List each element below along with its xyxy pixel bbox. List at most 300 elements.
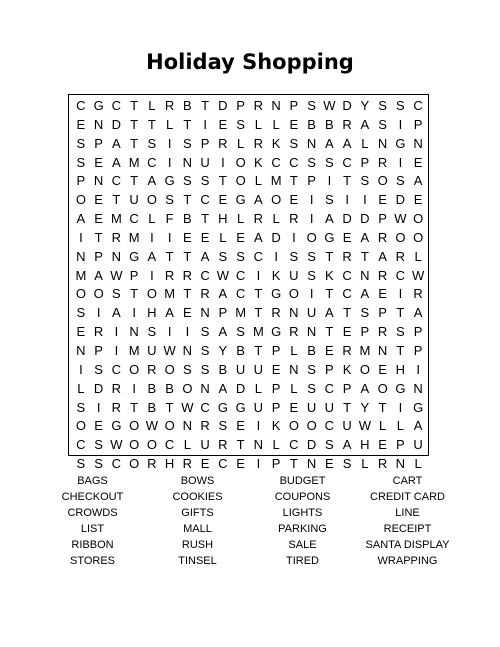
- grid-letter: T: [130, 286, 139, 302]
- grid-letter: R: [395, 248, 406, 264]
- grid-letter: T: [183, 286, 192, 302]
- grid-letter: I: [292, 229, 296, 245]
- grid-letter: L: [414, 456, 422, 472]
- word-list-item: CROWDS: [67, 507, 118, 519]
- grid-letter: S: [76, 399, 86, 415]
- grid-letter: E: [218, 192, 228, 208]
- grid-letter: B: [325, 116, 334, 132]
- grid-letter: P: [94, 248, 103, 264]
- grid-letter: E: [183, 305, 192, 321]
- grid-row: [72, 135, 427, 154]
- grid-letter: S: [307, 380, 316, 396]
- grid-letter: R: [377, 456, 388, 472]
- grid-letter: E: [183, 229, 192, 245]
- grid-letter: H: [164, 456, 175, 472]
- grid-letter: I: [327, 173, 332, 189]
- grid-letter: T: [254, 305, 263, 321]
- grid-letter: O: [129, 437, 140, 453]
- grid-letter: T: [130, 98, 139, 113]
- grid-letter: B: [183, 98, 192, 113]
- grid-letter: E: [94, 418, 103, 434]
- grid-letter: S: [147, 324, 157, 340]
- grid-letter: D: [93, 380, 104, 396]
- grid-letter: C: [413, 98, 423, 113]
- grid-letter: C: [342, 154, 352, 170]
- grid-letter: S: [94, 456, 103, 472]
- grid-row: [72, 304, 427, 323]
- grid-letter: A: [112, 135, 121, 151]
- grid-letter: D: [342, 211, 352, 227]
- grid-letter: T: [165, 248, 174, 264]
- grid-letter: L: [254, 380, 262, 396]
- grid-letter: B: [147, 380, 157, 396]
- grid-row: [72, 116, 427, 135]
- word-list-item: BAGS: [77, 475, 108, 487]
- grid-letter: O: [306, 229, 317, 245]
- grid-letter: M: [128, 342, 140, 358]
- grid-letter: R: [111, 229, 122, 245]
- grid-letter: T: [183, 116, 192, 132]
- grid-letter: S: [76, 135, 86, 151]
- grid-letter: T: [396, 305, 405, 321]
- grid-letter: S: [396, 173, 405, 189]
- grid-letter: R: [218, 437, 228, 453]
- grid-letter: L: [396, 418, 404, 434]
- grid-letter: L: [272, 437, 280, 453]
- grid-letter: R: [253, 135, 264, 151]
- grid-letter: O: [359, 361, 370, 377]
- grid-letter: E: [325, 342, 334, 358]
- grid-letter: R: [147, 361, 157, 377]
- grid-letter: E: [342, 324, 352, 340]
- grid-letter: P: [396, 437, 405, 453]
- grid-letter: T: [289, 456, 298, 472]
- grid-letter: I: [256, 456, 261, 472]
- grid-letter: P: [413, 342, 423, 358]
- grid-letter: E: [325, 456, 334, 472]
- grid-letter: I: [363, 192, 367, 208]
- grid-letter: U: [306, 399, 317, 415]
- grid-letter: E: [378, 192, 387, 208]
- grid-letter: I: [221, 154, 225, 170]
- grid-letter: G: [235, 399, 246, 415]
- grid-letter: W: [411, 267, 425, 283]
- grid-letter: O: [182, 380, 193, 396]
- grid-letter: E: [289, 192, 299, 208]
- grid-letter: S: [76, 456, 86, 472]
- grid-letter: C: [218, 456, 228, 472]
- grid-letter: I: [96, 399, 101, 415]
- grid-letter: D: [271, 229, 281, 245]
- word-list-item: SALE: [288, 539, 317, 551]
- grid-letter: H: [147, 305, 157, 321]
- grid-letter: A: [200, 248, 210, 264]
- grid-letter: S: [218, 248, 228, 264]
- grid-letter: P: [76, 173, 86, 189]
- grid-letter: C: [289, 437, 299, 453]
- grid-letter: G: [324, 229, 335, 245]
- grid-letter: B: [218, 361, 228, 377]
- grid-letter: K: [325, 267, 334, 283]
- grid-letter: W: [216, 267, 230, 283]
- grid-letter: O: [164, 361, 175, 377]
- grid-letter: T: [378, 399, 387, 415]
- grid-letter: T: [254, 342, 263, 358]
- grid-letter: C: [200, 267, 210, 283]
- grid-letter: K: [271, 418, 281, 434]
- grid-letter: T: [289, 173, 298, 189]
- grid-letter: T: [325, 286, 334, 302]
- grid-letter: O: [306, 418, 317, 434]
- grid-letter: E: [76, 324, 86, 340]
- grid-letter: A: [254, 229, 263, 245]
- grid-letter: S: [183, 135, 192, 151]
- grid-letter: P: [94, 342, 103, 358]
- grid-letter: O: [129, 456, 140, 472]
- grid-letter: P: [413, 324, 423, 340]
- grid-letter: O: [288, 286, 299, 302]
- grid-letter: O: [413, 211, 424, 227]
- grid-letter: M: [359, 342, 371, 358]
- grid-letter: G: [271, 286, 282, 302]
- word-list-item: MALL: [183, 523, 212, 535]
- grid-letter: S: [76, 154, 86, 170]
- grid-row: [72, 380, 427, 399]
- grid-row: [72, 399, 427, 418]
- word-list-item: COOKIES: [172, 491, 223, 503]
- grid-letter: A: [325, 211, 334, 227]
- grid-letter: P: [94, 135, 103, 151]
- grid-letter: R: [342, 116, 352, 132]
- grid-row: [72, 455, 427, 474]
- grid-letter: A: [112, 154, 121, 170]
- grid-letter: U: [235, 361, 246, 377]
- grid-letter: H: [218, 211, 228, 227]
- grid-row: [72, 97, 427, 116]
- grid-letter: O: [164, 418, 175, 434]
- grid-letter: T: [218, 173, 227, 189]
- grid-letter: I: [416, 361, 420, 377]
- grid-letter: P: [271, 342, 281, 358]
- grid-letter: L: [290, 380, 298, 396]
- grid-letter: L: [254, 116, 262, 132]
- grid-letter: W: [323, 98, 336, 113]
- grid-letter: R: [377, 267, 388, 283]
- grid-letter: T: [165, 399, 174, 415]
- grid-letter: A: [342, 437, 352, 453]
- grid-letter: E: [218, 116, 228, 132]
- grid-letter: S: [360, 173, 370, 189]
- grid-letter: T: [147, 116, 156, 132]
- grid-letter: G: [271, 324, 282, 340]
- grid-letter: E: [200, 456, 210, 472]
- grid-letter: R: [111, 399, 122, 415]
- grid-letter: I: [167, 324, 172, 340]
- grid-letter: P: [271, 399, 281, 415]
- grid-letter: C: [164, 437, 175, 453]
- grid-letter: I: [150, 267, 154, 283]
- grid-letter: T: [112, 192, 121, 208]
- grid-letter: U: [253, 399, 264, 415]
- grid-letter: I: [398, 399, 403, 415]
- grid-letter: A: [147, 173, 157, 189]
- grid-letter: S: [112, 286, 121, 302]
- grid-letter: T: [325, 324, 334, 340]
- grid-letter: I: [96, 305, 101, 321]
- grid-letter: Y: [360, 98, 370, 113]
- grid-letter: C: [342, 286, 352, 302]
- grid-letter: S: [94, 361, 103, 377]
- grid-letter: W: [145, 418, 159, 434]
- word-list-item: LIGHTS: [282, 507, 323, 519]
- grid-letter: O: [235, 173, 246, 189]
- grid-letter: M: [75, 267, 87, 283]
- grid-letter: H: [360, 437, 370, 453]
- grid-letter: Y: [218, 342, 228, 358]
- grid-letter: R: [289, 211, 299, 227]
- word-list-item: LIST: [80, 523, 105, 535]
- grid-letter: G: [93, 98, 104, 113]
- grid-letter: A: [94, 267, 103, 283]
- grid-letter: R: [147, 456, 157, 472]
- grid-letter: S: [200, 342, 210, 358]
- grid-letter: I: [256, 418, 261, 434]
- grid-letter: E: [378, 361, 387, 377]
- grid-letter: R: [164, 98, 175, 113]
- grid-letter: P: [271, 456, 281, 472]
- grid-letter: T: [343, 399, 352, 415]
- grid-letter: L: [183, 437, 191, 453]
- grid-letter: D: [235, 380, 246, 396]
- grid-letter: R: [200, 286, 210, 302]
- grid-letter: S: [307, 98, 316, 113]
- grid-row: [72, 172, 427, 191]
- grid-letter: C: [235, 267, 246, 283]
- word-list-item: BUDGET: [279, 475, 326, 487]
- grid-letter: P: [360, 154, 370, 170]
- grid-letter: S: [289, 248, 299, 264]
- grid-letter: H: [395, 361, 406, 377]
- grid-letter: S: [236, 248, 245, 264]
- grid-letter: R: [253, 211, 264, 227]
- grid-letter: T: [130, 399, 139, 415]
- grid-letter: P: [360, 324, 370, 340]
- grid-letter: L: [219, 229, 227, 245]
- grid-letter: P: [271, 380, 281, 396]
- grid-letter: S: [396, 324, 405, 340]
- grid-letter: L: [414, 248, 422, 264]
- grid-letter: A: [378, 248, 387, 264]
- grid-letter: T: [130, 135, 139, 151]
- grid-letter: S: [378, 98, 387, 113]
- grid-letter: T: [254, 286, 263, 302]
- grid-letter: D: [395, 192, 406, 208]
- grid-letter: I: [167, 229, 172, 245]
- grid-letter: G: [395, 380, 406, 396]
- word-list-item: STORES: [69, 555, 116, 567]
- grid-letter: A: [254, 192, 263, 208]
- grid-letter: W: [110, 267, 123, 283]
- grid-letter: T: [94, 229, 103, 245]
- word-list-item: CREDIT CARD: [370, 491, 445, 503]
- grid-letter: E: [378, 286, 387, 302]
- grid-letter: R: [253, 98, 264, 113]
- grid-letter: C: [76, 98, 86, 113]
- grid-letter: B: [147, 399, 157, 415]
- grid-letter: P: [342, 380, 352, 396]
- grid-letter: N: [289, 361, 299, 377]
- grid-letter: O: [377, 380, 388, 396]
- grid-letter: O: [271, 192, 282, 208]
- grid-letter: T: [201, 98, 210, 113]
- grid-letter: N: [76, 342, 86, 358]
- grid-letter: G: [235, 192, 246, 208]
- grid-letter: E: [236, 229, 245, 245]
- grid-letter: W: [358, 418, 372, 434]
- grid-letter: T: [343, 173, 352, 189]
- grid-letter: O: [377, 173, 388, 189]
- grid-letter: A: [325, 135, 334, 151]
- grid-letter: O: [413, 229, 424, 245]
- grid-letter: N: [129, 324, 139, 340]
- grid-letter: T: [130, 116, 139, 132]
- grid-letter: P: [413, 116, 423, 132]
- grid-letter: M: [164, 286, 176, 302]
- grid-letter: S: [218, 418, 228, 434]
- grid-letter: I: [309, 211, 314, 227]
- grid-letter: I: [132, 380, 136, 396]
- grid-letter: A: [360, 286, 370, 302]
- grid-letter: O: [129, 418, 140, 434]
- grid-letter: R: [271, 305, 281, 321]
- grid-letter: F: [165, 211, 174, 227]
- grid-letter: D: [306, 437, 317, 453]
- grid-letter: M: [128, 229, 140, 245]
- grid-letter: O: [146, 192, 157, 208]
- grid-letter: N: [253, 437, 264, 453]
- grid-letter: C: [76, 437, 86, 453]
- grid-letter: S: [360, 305, 370, 321]
- grid-letter: U: [147, 342, 157, 358]
- grid-letter: R: [413, 286, 423, 302]
- grid-letter: G: [413, 399, 424, 415]
- word-list-item: CART: [392, 475, 423, 487]
- grid-letter: R: [377, 324, 388, 340]
- grid-letter: S: [325, 154, 334, 170]
- grid-letter: S: [289, 135, 299, 151]
- grid-letter: N: [182, 418, 193, 434]
- grid-letter: E: [413, 192, 423, 208]
- grid-letter: O: [129, 361, 140, 377]
- grid-row: [72, 229, 427, 248]
- grid-letter: O: [146, 286, 157, 302]
- grid-letter: O: [93, 286, 104, 302]
- grid-letter: T: [130, 173, 139, 189]
- grid-letter: M: [270, 173, 282, 189]
- grid-letter: I: [398, 116, 403, 132]
- grid-letter: O: [395, 229, 406, 245]
- grid-letter: P: [289, 98, 299, 113]
- grid-letter: S: [183, 361, 192, 377]
- grid-letter: A: [360, 380, 370, 396]
- grid-letter: L: [361, 456, 369, 472]
- grid-letter: W: [181, 399, 194, 415]
- word-list-item: GIFTS: [181, 507, 214, 519]
- grid-letter: A: [360, 116, 370, 132]
- word-list-item: SANTA DISPLAY: [365, 539, 450, 551]
- grid-letter: S: [200, 324, 210, 340]
- grid-letter: U: [306, 305, 317, 321]
- grid-letter: A: [413, 418, 423, 434]
- grid-letter: E: [76, 116, 86, 132]
- grid-letter: T: [183, 248, 192, 264]
- grid-letter: A: [413, 173, 423, 189]
- grid-letter: R: [200, 418, 210, 434]
- grid-row: [72, 191, 427, 210]
- grid-letter: T: [343, 305, 352, 321]
- grid-letter: R: [289, 324, 299, 340]
- word-list-item: RUSH: [181, 539, 214, 551]
- grid-letter: O: [75, 418, 86, 434]
- grid-letter: E: [342, 229, 352, 245]
- grid-letter: E: [413, 154, 423, 170]
- grid-letter: P: [218, 305, 228, 321]
- grid-letter: W: [110, 437, 123, 453]
- word-list-item: BOWS: [180, 475, 215, 487]
- grid-letter: N: [93, 173, 104, 189]
- grid-row: [72, 436, 427, 455]
- grid-letter: L: [237, 211, 245, 227]
- grid-letter: B: [165, 380, 174, 396]
- grid-letter: K: [271, 267, 281, 283]
- grid-letter: B: [307, 342, 316, 358]
- word-list-item: COUPONS: [274, 491, 331, 503]
- grid-letter: D: [342, 98, 352, 113]
- grid-letter: S: [307, 154, 316, 170]
- grid-letter: L: [148, 98, 156, 113]
- grid-letter: E: [378, 437, 387, 453]
- grid-letter: E: [94, 211, 103, 227]
- grid-letter: C: [342, 267, 352, 283]
- grid-letter: R: [342, 248, 352, 264]
- grid-letter: U: [253, 361, 264, 377]
- grid-letter: I: [256, 267, 261, 283]
- grid-letter: T: [236, 437, 245, 453]
- grid-letter: T: [201, 211, 210, 227]
- grid-letter: S: [378, 116, 387, 132]
- grid-letter: N: [377, 342, 388, 358]
- grid-letter: T: [396, 342, 405, 358]
- grid-letter: N: [306, 324, 317, 340]
- grid-letter: C: [111, 361, 122, 377]
- grid-letter: L: [272, 116, 280, 132]
- grid-letter: N: [182, 154, 193, 170]
- grid-letter: P: [378, 305, 387, 321]
- grid-letter: S: [396, 98, 405, 113]
- grid-letter: O: [288, 418, 299, 434]
- grid-letter: L: [290, 342, 298, 358]
- grid-letter: I: [79, 361, 83, 377]
- grid-letter: I: [398, 154, 403, 170]
- grid-letter: N: [306, 135, 317, 151]
- grid-letter: S: [147, 135, 157, 151]
- grid-letter: L: [148, 211, 156, 227]
- grid-letter: B: [307, 116, 316, 132]
- grid-row: [72, 342, 427, 361]
- grid-letter: G: [164, 173, 175, 189]
- grid-letter: U: [324, 399, 335, 415]
- grid-letter: L: [379, 418, 387, 434]
